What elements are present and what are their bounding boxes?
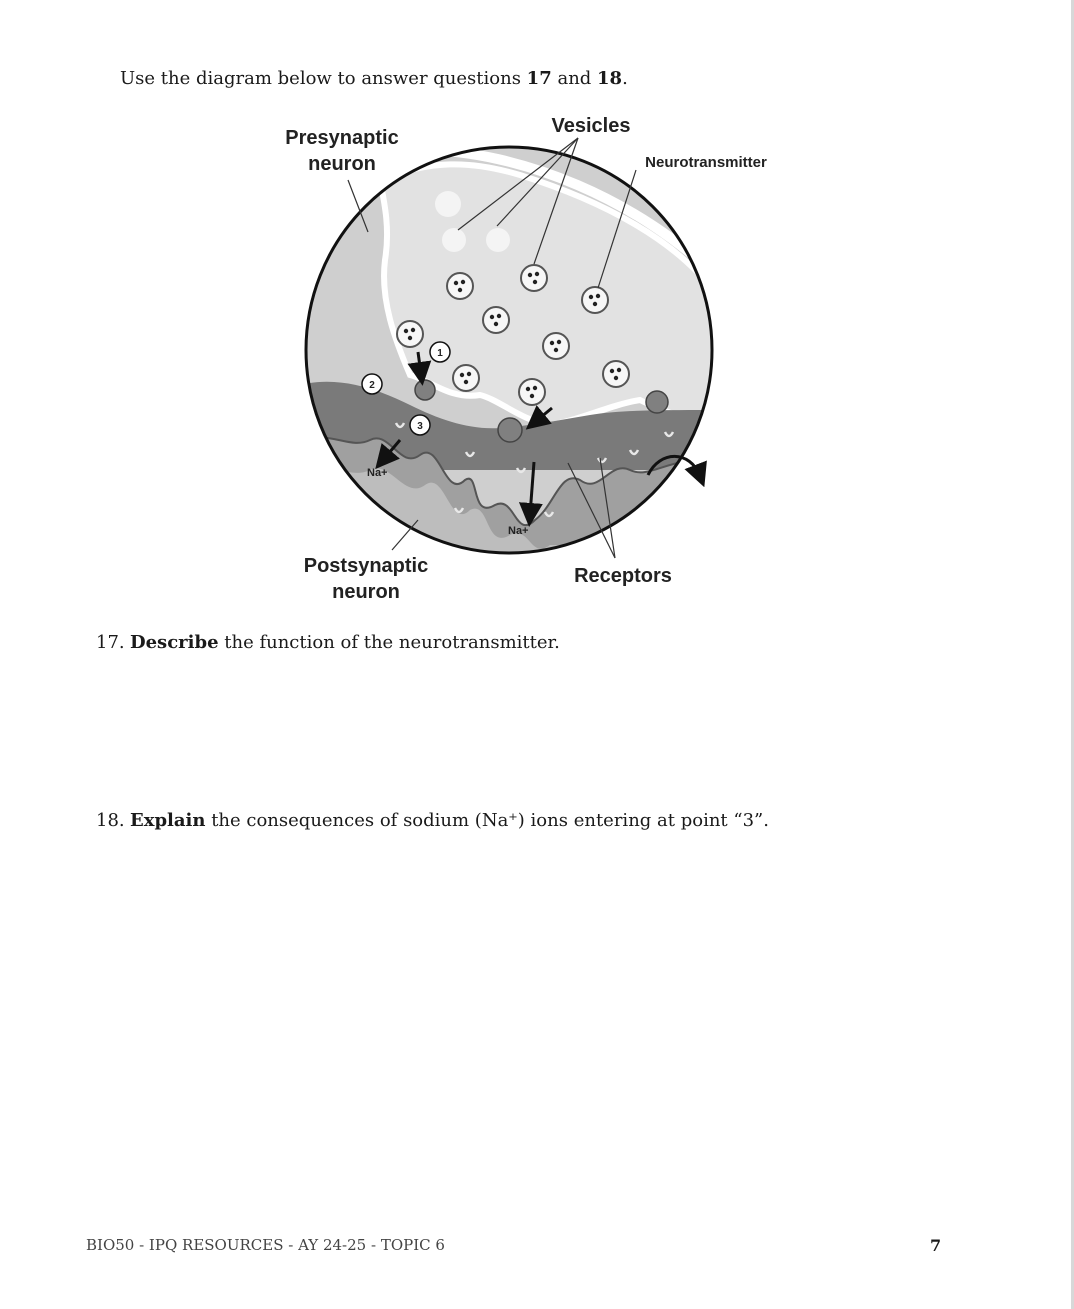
footer-label: BIO50 - IPQ RESOURCES - AY 24-25 - TOPIC 6 xyxy=(86,1236,445,1254)
step-marker-1 xyxy=(430,342,450,362)
question-18-text: the consequences of sodium (Na⁺) ions entering at point “3”. xyxy=(205,810,769,831)
neurotransmitter-dot xyxy=(526,387,530,391)
step-2-label: 2 xyxy=(369,380,375,391)
question-18 xyxy=(96,810,769,831)
neurotransmitter-dot xyxy=(530,394,534,398)
question-18-number: 18. xyxy=(96,810,125,831)
question-17-text: the function of the neurotransmitter. xyxy=(218,632,560,653)
postsynaptic-label-line1: Postsynaptic xyxy=(303,555,429,577)
neurotransmitter-dot xyxy=(617,368,621,372)
fusing-vesicle xyxy=(415,380,435,400)
question-17-verb: Describe xyxy=(130,632,219,653)
neurotransmitter-dot xyxy=(411,328,415,332)
vesicle xyxy=(543,333,569,359)
vesicle xyxy=(397,321,423,347)
neurotransmitter-dot xyxy=(596,294,600,298)
neurotransmitter-dot xyxy=(589,295,593,299)
step-marker-3 xyxy=(410,415,430,435)
empty-vesicle xyxy=(486,228,510,252)
vesicle xyxy=(582,287,608,313)
vesicles-label: Vesicles xyxy=(551,115,631,137)
na-ion-label-bottom: Na+ xyxy=(508,525,529,537)
step-marker-2 xyxy=(362,374,382,394)
neurotransmitter-dot xyxy=(533,280,537,284)
vesicle xyxy=(447,273,473,299)
neurotransmitter-dot xyxy=(494,322,498,326)
question-17 xyxy=(96,632,560,653)
neurotransmitter-dot xyxy=(454,281,458,285)
neurotransmitter-label: Neurotransmitter xyxy=(645,154,767,171)
neurotransmitter-dot xyxy=(464,380,468,384)
neurotransmitter-dot xyxy=(610,369,614,373)
neurotransmitter-dot xyxy=(533,386,537,390)
neurotransmitter-dot xyxy=(461,280,465,284)
page-number: 7 xyxy=(930,1236,942,1255)
neurotransmitter-dot xyxy=(554,348,558,352)
neurotransmitter-dot xyxy=(458,288,462,292)
neurotransmitter-dot xyxy=(497,314,501,318)
presynaptic-label-line2: neuron xyxy=(308,153,376,175)
neurotransmitter-dot xyxy=(593,302,597,306)
neurotransmitter-dot xyxy=(460,373,464,377)
synapse-diagram xyxy=(0,0,1074,640)
fusing-vesicle xyxy=(498,418,522,442)
intro-instruction: Use the diagram below to answer questions 17 and 18. xyxy=(120,68,628,89)
neurotransmitter-dot xyxy=(535,272,539,276)
neurotransmitter-dot xyxy=(614,376,618,380)
neurotransmitter-dot xyxy=(557,340,561,344)
receptors-label: Receptors xyxy=(574,565,672,587)
vesicle xyxy=(483,307,509,333)
postsynaptic-label-line2: neuron xyxy=(332,581,400,603)
vesicle xyxy=(519,379,545,405)
neurotransmitter-dot xyxy=(490,315,494,319)
empty-vesicle xyxy=(435,191,461,217)
neurotransmitter-dot xyxy=(528,273,532,277)
fusing-vesicle xyxy=(646,391,668,413)
step-1-label: 1 xyxy=(437,348,443,359)
neurotransmitter-dot xyxy=(550,341,554,345)
vesicle xyxy=(453,365,479,391)
step-3-label: 3 xyxy=(417,421,423,432)
presynaptic-label-line1: Presynaptic xyxy=(285,127,399,149)
neurotransmitter-dot xyxy=(408,336,412,340)
vesicle xyxy=(603,361,629,387)
question-18-verb: Explain xyxy=(130,810,206,831)
na-ion-label-left: Na+ xyxy=(367,467,388,479)
empty-vesicle xyxy=(442,228,466,252)
question-17-number: 17. xyxy=(96,632,125,653)
neurotransmitter-dot xyxy=(467,372,471,376)
vesicle xyxy=(521,265,547,291)
neurotransmitter-dot xyxy=(404,329,408,333)
